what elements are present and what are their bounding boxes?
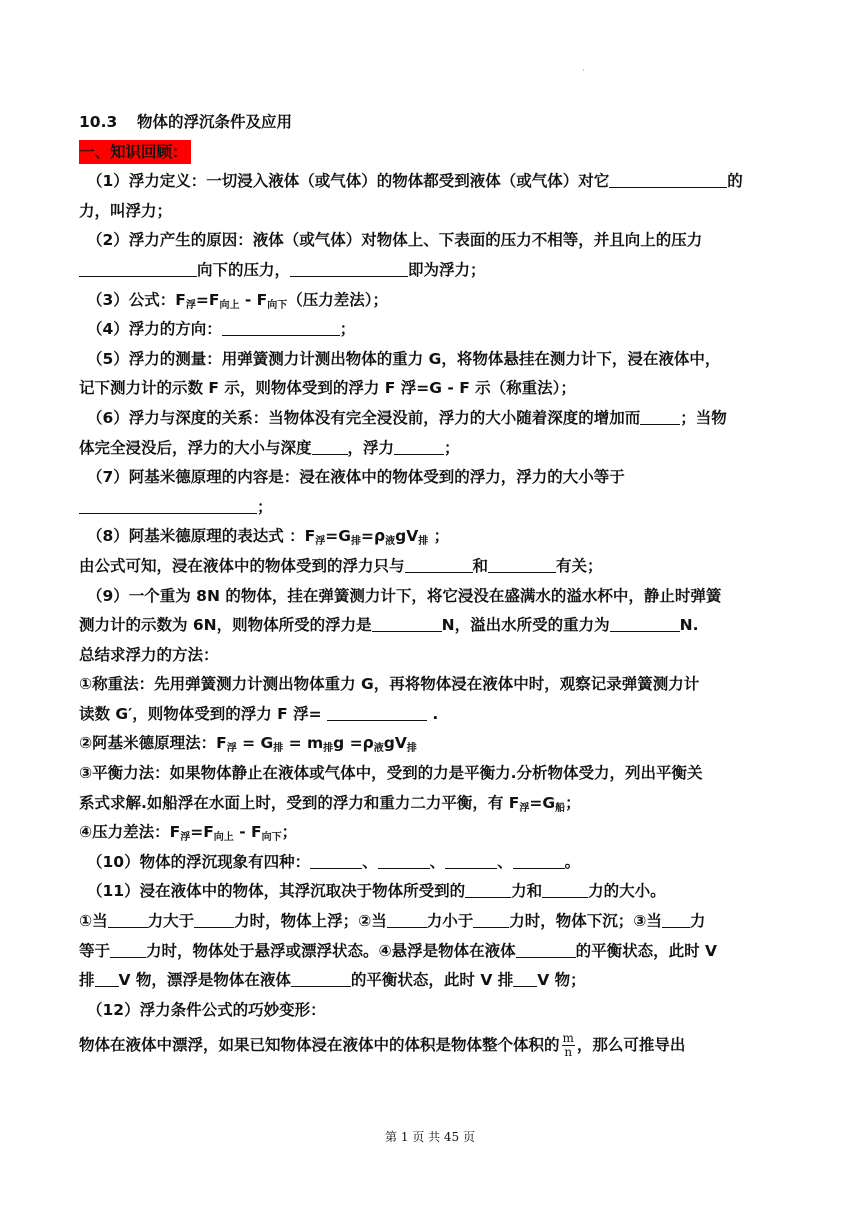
method-2: ②阿基米德原理法：$F_浮 = G_排 = m_排g =\rho_液gV_排$	[79, 734, 417, 755]
page-footer: 第 1 页 共 45 页	[385, 1130, 475, 1144]
blank[interactable]	[640, 406, 680, 425]
item-5-line-2: 记下测力计的示数 F 示，则物体受到的浮力 F 浮=G - F 示（称重法）；	[79, 379, 576, 398]
item-11-condition-line-2: 等于 力时，物体处于悬浮或漂浮状态。④悬浮是物体在液体 的平衡状态，此时 V	[79, 937, 789, 967]
blank[interactable]	[405, 554, 473, 573]
item-12: （12）浮力条件公式的巧妙变形：	[87, 1000, 326, 1019]
document-body	[79, 108, 789, 1065]
blank[interactable]	[662, 909, 690, 928]
blank[interactable]	[79, 495, 257, 514]
item-9-line-1: （9）一个重为 8N 的物体，挂在弹簧测力计下，将它浸没在盛满水的溢水杯中，静止时弹簧	[87, 586, 722, 605]
method-1-line-1: ①称重法：先用弹簧测力计测出物体重力 G，再将物体浸在液体中时，观察记录弹簧测力计	[79, 675, 700, 694]
blank[interactable]	[609, 169, 727, 188]
section-title-text: 物体的浮沉条件及应用	[137, 113, 293, 131]
blank[interactable]	[445, 850, 497, 869]
blank[interactable]	[372, 613, 442, 632]
blank[interactable]	[473, 909, 509, 928]
blank[interactable]	[222, 317, 340, 336]
item-7-line-1: （7）阿基米德原理的内容是：浸在液体中的物体受到的浮力，浮力的大小等于	[87, 468, 625, 487]
blank[interactable]	[291, 968, 351, 987]
method-4: ④压力差法：$F_浮=F_{向上} - F_{向下}$；	[79, 823, 298, 844]
item-11: （11）浸在液体中的物体，其浮沉取决于物体所受到的 力和 力的大小。	[79, 877, 789, 907]
blank[interactable]	[290, 258, 408, 277]
item-6-line-2: 体完全浸没后，浮力的大小与深度 ，浮力 ；	[79, 434, 789, 464]
blank[interactable]	[465, 879, 511, 898]
blank[interactable]	[310, 850, 362, 869]
blank[interactable]	[394, 436, 444, 455]
blank[interactable]	[516, 939, 576, 958]
item-7-line-2: ；	[79, 493, 789, 523]
blank[interactable]	[610, 613, 680, 632]
blank[interactable]	[513, 850, 565, 869]
blank[interactable]	[488, 554, 556, 573]
item-6-line-1: （6）浮力与深度的关系：当物体没有完全浸没前，浮力的大小随着深度的增加而 ；当物	[79, 404, 789, 434]
item-8: （8）阿基米德原理的表达式 ：$F_浮=G_排=\rho_液gV_排$ ；	[87, 527, 450, 548]
method-3-line-1: ③平衡力法：如果物体静止在液体或气体中，受到的力是平衡力.分析物体受力，列出平衡关	[79, 764, 703, 783]
item-12-line-2: 物体在液体中漂浮，如果已知物体浸在液体中的体积是物体整个体积的 $\frac{m}{n}$ ，那么可推导出	[79, 1031, 686, 1060]
heading-row	[79, 138, 789, 168]
blank[interactable]	[513, 968, 537, 987]
page-dot: ·	[582, 66, 585, 75]
item-3: （3）公式：$F_浮=F_{向上} - F_{向下}$（压力差法）；	[87, 290, 389, 311]
blank[interactable]	[110, 939, 146, 958]
knowledge-review-heading: 一、知识回顾：	[79, 140, 191, 164]
method-3-line-2: 系式求解.如船浮在水面上时，受到的浮力和重力二力平衡，有 $F_浮=G_船$；	[79, 793, 581, 814]
item-2-line-2: 向下的压力， 即为浮力；	[79, 256, 789, 286]
blank[interactable]	[312, 436, 348, 455]
item-11-condition-line-3: 排 V 物，漂浮是物体在液体 的平衡状态，此时 V 排 V 物；	[79, 966, 789, 996]
blank[interactable]	[378, 850, 430, 869]
blank[interactable]	[79, 258, 197, 277]
section-title	[79, 108, 789, 138]
item-2-line-1: （2）浮力产生的原因：液体（或气体）对物体上、下表面的压力不相等，并且向上的压力	[87, 231, 703, 250]
item-9-line-2: 测力计的示数为 6N，则物体所受的浮力是 N，溢出水所受的重力为 N.	[79, 611, 789, 641]
blank[interactable]	[95, 968, 119, 987]
blank[interactable]	[387, 909, 427, 928]
blank[interactable]	[194, 909, 234, 928]
section-number: 10.3	[79, 113, 118, 131]
summary-title: 总结求浮力的方法：	[79, 645, 219, 664]
item-8-formula-note: 由公式可知，浸在液体中的物体受到的浮力只与 和 有关；	[79, 552, 789, 582]
fraction-m-over-n: $\frac{m}{n}$	[562, 1031, 574, 1060]
blank[interactable]	[327, 702, 427, 721]
blank[interactable]	[542, 879, 588, 898]
blank[interactable]	[108, 909, 148, 928]
item-1-line-2: 力，叫浮力；	[79, 201, 173, 220]
item-1-line-1: （1）浮力定义：一切浸入液体（或气体）的物体都受到液体（或气体）对它 的	[79, 167, 789, 197]
item-10: （10）物体的浮沉现象有四种： 、 、 、 。	[79, 848, 789, 878]
method-1-line-2: 读数 G′，则物体受到的浮力 F 浮= .	[79, 700, 789, 730]
item-11-condition-line-1: ①当 力大于 力时，物体上浮；②当 力小于 力时，物体下沉；③当 力	[79, 907, 789, 937]
item-5-line-1: （5）浮力的测量：用弹簧测力计测出物体的重力 G，将物体悬挂在测力计下，浸在液体中，	[87, 349, 721, 368]
item-4: （4）浮力的方向： ；	[79, 315, 789, 345]
